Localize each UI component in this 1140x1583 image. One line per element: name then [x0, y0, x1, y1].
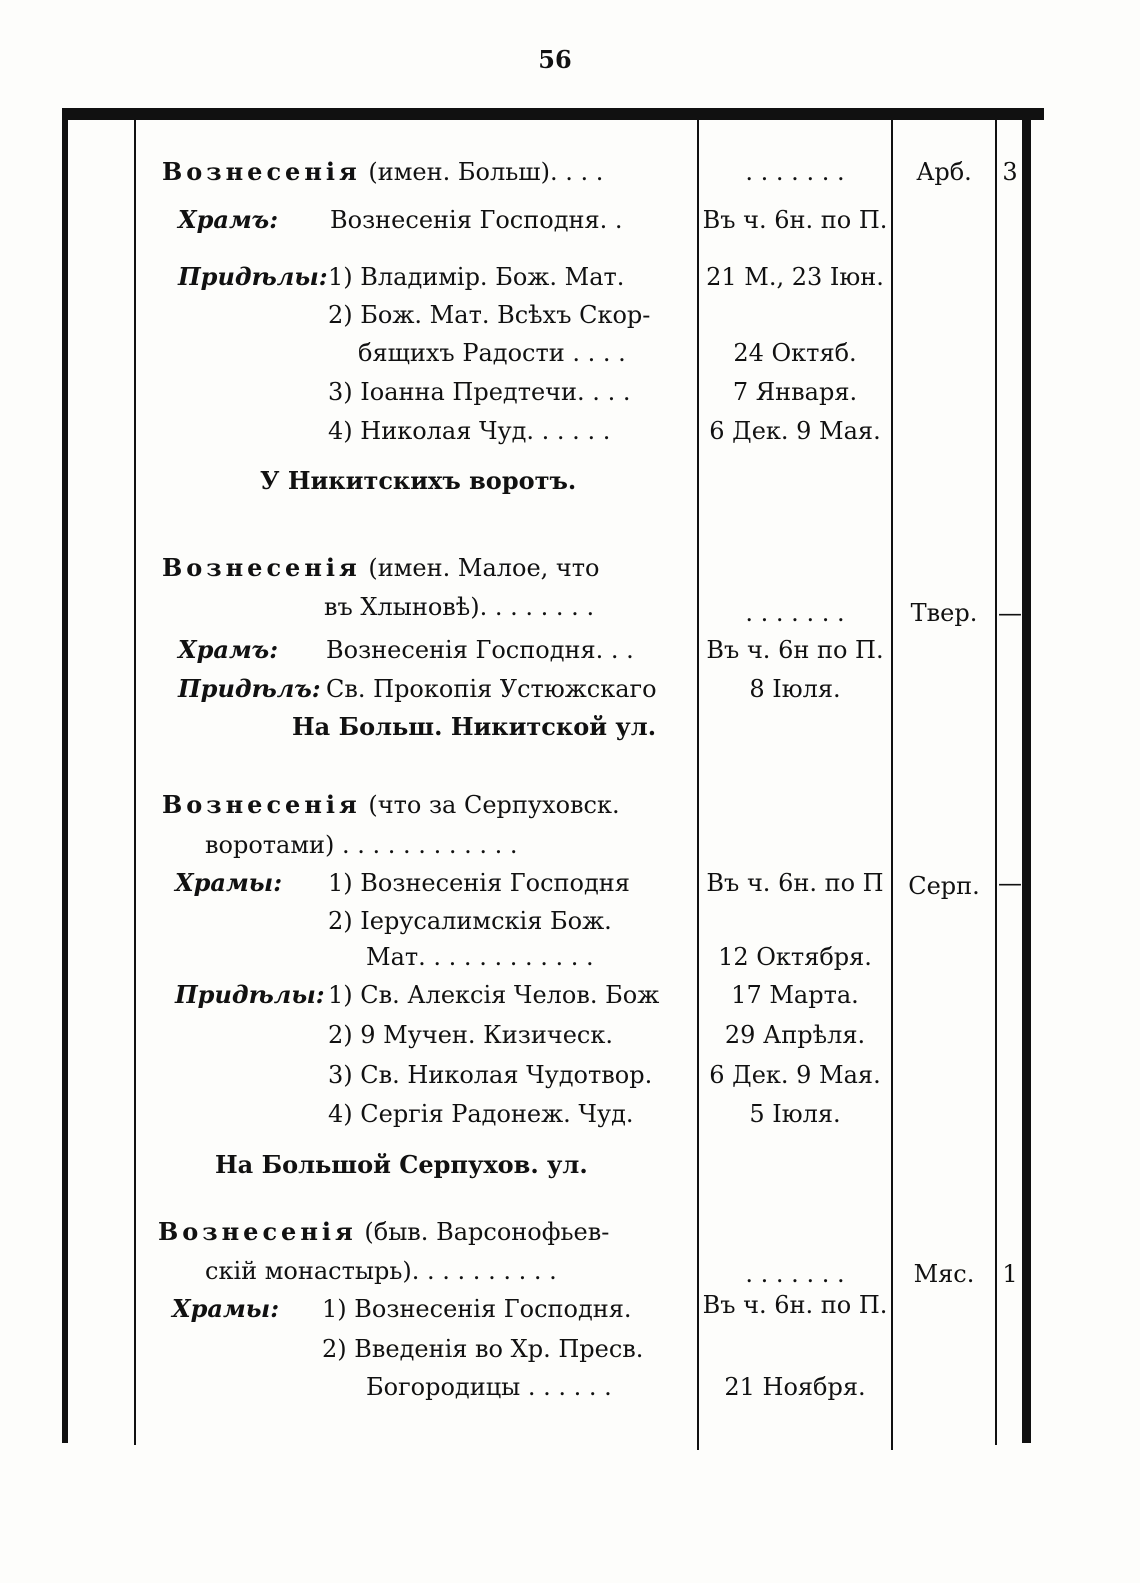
table-left-border — [62, 108, 68, 1443]
chram-label: Храмы: — [172, 1294, 280, 1323]
chram-2: 2) Введенія во Хр. Пресв. — [322, 1335, 644, 1363]
number: — — [998, 599, 1022, 627]
entry-title — [158, 1217, 609, 1247]
pridel-4: 4) Сергія Радонеж. Чуд. — [328, 1100, 634, 1128]
pridel-4-date: 6 Дек. 9 Мая. — [709, 417, 881, 445]
pridel-2: 2) 9 Мучен. Кизическ. — [328, 1021, 613, 1049]
district: Мяс. — [913, 1260, 975, 1288]
pridel-2-date: 24 Октяб. — [733, 339, 857, 367]
chram-1-date: Въ ч. 6н. по П. — [702, 1291, 888, 1319]
location: На Больш. Никитской ул. — [292, 712, 657, 741]
feast-date: . . . . . . . — [745, 1260, 845, 1288]
pridel-3-date: 7 Января. — [732, 378, 858, 406]
pridel-3: 3) Св. Николая Чудотвор. — [328, 1061, 653, 1089]
entry-title — [162, 157, 603, 187]
pridel-1: 1) Св. Алексія Челов. Бож — [328, 981, 660, 1009]
pridel-2-date: 29 Апрѣля. — [724, 1021, 866, 1049]
pridel-2-cont: бящихъ Радости . . . . — [358, 339, 626, 367]
number: 3 — [1002, 158, 1018, 186]
district: Твер. — [910, 599, 978, 627]
chram-label: Храмъ: — [178, 635, 279, 664]
district: Серп. — [908, 872, 980, 900]
chram-label: Храмъ: — [178, 205, 279, 234]
table-right-border — [1022, 108, 1031, 1443]
chram-1-date: Въ ч. 6н. по П — [706, 869, 884, 897]
pridel-3-date: 6 Дек. 9 Мая. — [709, 1061, 881, 1089]
location: На Большой Серпухов. ул. — [215, 1150, 588, 1179]
chram-1: 1) Вознесенія Господня. — [322, 1295, 632, 1323]
church-name: Вознесенія — [162, 790, 361, 819]
pridel-4-date: 5 Іюля. — [749, 1100, 841, 1128]
pridel-1-date: 17 Марта. — [731, 981, 859, 1009]
chram-date: Въ ч. 6н. по П. — [702, 206, 888, 234]
chram-text: Вознесенія Господня. . — [330, 206, 623, 234]
column-rule-2 — [697, 120, 699, 1450]
column-rule-3 — [891, 120, 893, 1450]
pridel-label: Придѣлы: — [178, 262, 328, 291]
pridel-2: 2) Бож. Мат. Всѣхъ Скор- — [328, 301, 651, 329]
chram-2-cont: Мат. . . . . . . . . . . . — [366, 943, 594, 971]
pridel-3: 3) Іоанна Предтечи. . . . — [328, 378, 631, 406]
pridel-1: 1) Владимір. Бож. Мат. — [328, 263, 625, 291]
chram-1: 1) Вознесенія Господня — [328, 869, 630, 897]
chram-2-cont: Богородицы . . . . . . — [366, 1373, 612, 1401]
title-rest: (что за Серпуховск. — [360, 791, 620, 819]
pridel-label: Придѣлы: — [175, 980, 325, 1009]
title-line-2: въ Хлыновѣ). . . . . . . . — [324, 593, 595, 621]
number: 1 — [1002, 1260, 1018, 1288]
church-name: Вознесенія — [158, 1217, 357, 1246]
chram-2-date: 12 Октября. — [718, 943, 872, 971]
entry-title — [162, 553, 600, 583]
pridel-label: Придѣлъ: — [178, 674, 321, 703]
table-top-rule — [66, 108, 1044, 120]
feast-date: . . . . . . . — [745, 158, 845, 186]
chram-date: Въ ч. 6н по П. — [706, 636, 884, 664]
feast-date: . . . . . . . — [745, 599, 845, 627]
entry-title — [162, 790, 620, 820]
page-number: 56 — [538, 45, 572, 74]
location: У Никитскихъ воротъ. — [260, 466, 577, 495]
title-rest: (имен. Больш). . . . — [360, 158, 604, 186]
column-rule-4 — [995, 120, 997, 1445]
church-name: Вознесенія — [162, 553, 361, 582]
title-rest: (быв. Варсонофьев- — [356, 1218, 610, 1246]
chram-2-date: 21 Ноября. — [724, 1373, 866, 1401]
chram-text: Вознесенія Господня. . . — [326, 636, 634, 664]
district: Арб. — [916, 158, 972, 186]
column-rule-1 — [134, 120, 136, 1445]
title-line-2: скій монастырь). . . . . . . . . . — [205, 1257, 557, 1285]
pridel-1: Св. Прокопія Устюжскаго — [326, 675, 657, 703]
pridel-1-date: 8 Іюля. — [749, 675, 841, 703]
pridel-4: 4) Николая Чуд. . . . . . — [328, 417, 611, 445]
chram-label: Храмы: — [175, 868, 283, 897]
title-line-2: воротами) . . . . . . . . . . . . — [205, 831, 518, 859]
number: — — [998, 869, 1022, 897]
pridel-1-date: 21 М., 23 Іюн. — [706, 263, 884, 291]
church-name: Вознесенія — [162, 157, 361, 186]
chram-2: 2) Іерусалимскія Бож. — [328, 907, 612, 935]
title-rest: (имен. Малое, что — [360, 554, 600, 582]
